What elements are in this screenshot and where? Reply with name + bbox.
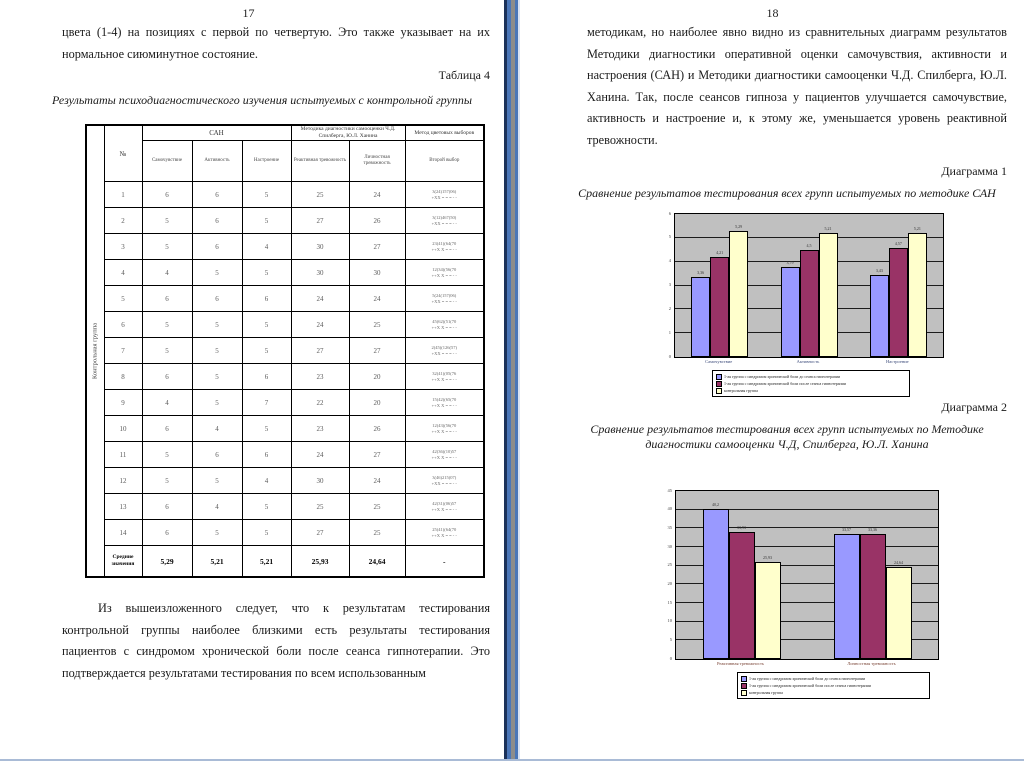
table-cell: 26 [349, 416, 405, 442]
bar-value-label: 3,79 [786, 259, 794, 265]
chart-bar [703, 509, 729, 659]
y-axis-tick-label: 0 [669, 655, 672, 661]
table-cell: 25 [349, 312, 405, 338]
table-cell: 6 [142, 494, 192, 520]
legend-entry-label: 1-ая группа с синдромом хронической боли после сеанса гипнотерапии [749, 683, 871, 688]
mcv-marks: +XX = = = - - [431, 298, 457, 304]
table-cell: 23 [291, 416, 349, 442]
table-cell: 1 [104, 182, 142, 208]
mcv-cell [405, 312, 484, 338]
table-average-row [86, 546, 484, 578]
bar-value-label: 33,57 [842, 526, 851, 532]
y-axis-tick-label: 5 [668, 234, 671, 240]
table-row [86, 390, 484, 416]
table-cell: 5 [242, 312, 291, 338]
paragraph-bottom-left: Из вышеизложенного следует, что к результатам тестирования контрольной группы наиболее близкими есть результаты тестирования пациентов с синдромом хронической боли после сеанса гипнотерапии. Это подтверждается результатами тестирования по всем использованным [62, 601, 490, 680]
table-cell: 5 [142, 234, 192, 260]
legend-color-chip [741, 683, 747, 689]
y-axis-tick-label: 30 [667, 543, 672, 549]
table-cell: 4 [104, 260, 142, 286]
table-cell: 6 [142, 520, 192, 546]
mcv-cell [405, 416, 484, 442]
table-cell: 5 [142, 208, 192, 234]
table-row [86, 286, 484, 312]
y-axis-tick-label: 25 [667, 562, 672, 568]
bar-value-label: 3,36 [697, 269, 705, 275]
table-header-row-1 [86, 125, 484, 141]
table-row [86, 338, 484, 364]
bar-value-label: 5,29 [735, 223, 743, 229]
table-cell: 25 [349, 520, 405, 546]
chart-legend [712, 370, 910, 397]
table-cell: 27 [349, 338, 405, 364]
chart-gridline [675, 237, 943, 238]
table-cell: 27 [291, 208, 349, 234]
y-axis-tick-label: 40 [667, 506, 672, 512]
y-axis-tick-label: 1 [668, 329, 671, 335]
table-cell: 30 [291, 234, 349, 260]
y-axis-tick-label: 15 [667, 599, 672, 605]
san-header-cell: САН [142, 125, 291, 141]
chart-bar [800, 250, 819, 357]
table-cell: 4 [142, 390, 192, 416]
table-row [86, 312, 484, 338]
table-cell: 4 [192, 494, 242, 520]
mcv-cell [405, 208, 484, 234]
mcv-code: 12(43)(56(70 [432, 422, 457, 428]
subheader-cell: Самочувствие [142, 141, 192, 182]
diagram1-caption: Сравнение результатов тестирования всех групп испытуемых по методике САН [578, 186, 996, 200]
table-cell: 4 [142, 260, 192, 286]
y-axis-tick-label: 5 [669, 636, 672, 642]
y-axis-tick-label: 6 [668, 210, 671, 216]
mcv-header-cell: Метод цветовых выборов [405, 125, 484, 141]
chart-plot-area [674, 213, 944, 358]
legend-color-chip [716, 374, 722, 380]
table-cell: 5 [242, 260, 291, 286]
y-axis-tick-label: 3 [668, 282, 671, 287]
legend-entry-label: 1-ая группа с синдромом хронической боли до сеанса гипнотерапии [749, 676, 866, 681]
average-value-cell: 24,64 [349, 546, 405, 578]
table-row [86, 442, 484, 468]
chart-bar [860, 534, 886, 659]
table-cell: 8 [104, 364, 142, 390]
chart-legend [737, 672, 930, 699]
mcv-marks: +XX = = = - - [431, 220, 457, 226]
chart-bar [691, 277, 710, 357]
mcv-marks: ++X X = = - - [431, 272, 457, 278]
page-number-left: 17 [242, 6, 255, 20]
table-row [86, 520, 484, 546]
bar-value-label: 4,21 [716, 249, 724, 255]
table-cell: 6 [242, 442, 291, 468]
table-cell: 6 [192, 182, 242, 208]
table-cell: 5 [192, 260, 242, 286]
mcv-marks: ++X X = = - - [431, 532, 457, 538]
average-value-cell: 5,29 [142, 546, 192, 578]
category-axis-label: Самочувствие [705, 359, 733, 364]
chart-bar [886, 567, 912, 659]
mcv-marks: ++X X = = - - [431, 428, 457, 434]
mcv-marks: ++X X = = - - [431, 454, 457, 460]
table-cell: 24 [349, 182, 405, 208]
table-cell: 24 [349, 468, 405, 494]
table-cell: 5 [242, 520, 291, 546]
table-cell: 30 [349, 260, 405, 286]
legend-entry-label: 1-ая группа с синдромом хронической боли после сеанса гипнотерапии [724, 381, 846, 386]
spilberg-header-cell: Методика диагностики самооценки Ч.Д. Спилберга, Ю.Л. Ханина [291, 125, 405, 141]
table-cell: 27 [291, 338, 349, 364]
chart-bar [755, 562, 781, 659]
y-axis-tick-label: 45 [667, 487, 672, 493]
bar-value-label: 40,2 [712, 501, 719, 507]
y-axis-tick-label: 2 [668, 305, 671, 311]
table-cell: 12 [104, 468, 142, 494]
mcv-code: 25(41)(64(70 [432, 526, 457, 532]
table-row [86, 234, 484, 260]
bar-value-label: 25,93 [763, 555, 772, 561]
page-number-right: 18 [766, 6, 779, 20]
paragraph-top-right: методикам, но наиболее явно видно из сравнительных диаграмм результатов Методики диагностики оперативной оценки самочувствия, активности и настроения (САН) и Методики диагностики самооценки Ч.Д. Спилберга, Ю.Л. Ханина. Так, после сеансов гипноза у пациентов улучшается самочувствие, активность и настроение и, к этому же, уменьшается уровень реактивной тревожности. [587, 25, 1007, 147]
table-cell: 25 [291, 182, 349, 208]
chart-bar [729, 231, 748, 357]
mcv-code: 5(24(157(06) [432, 292, 457, 298]
mcv-cell [405, 442, 484, 468]
category-axis-label: Реактивная тревожность [716, 661, 765, 666]
gutter-stripe-light [518, 0, 520, 761]
table-cell: 24 [291, 442, 349, 468]
mcv-cell [405, 520, 484, 546]
average-value-cell: - [405, 546, 484, 578]
table-cell: 27 [349, 234, 405, 260]
mcv-cell [405, 390, 484, 416]
mcv-marks: ++X X = = - - [431, 506, 457, 512]
table-cell: 24 [291, 286, 349, 312]
mcv-marks: +XX = = = - - [431, 480, 457, 486]
chart-bar [710, 257, 729, 357]
table-row [86, 494, 484, 520]
page-gutter-divider [504, 0, 520, 761]
mcv-code: 3(12)467(50) [432, 214, 457, 220]
table-cell: 24 [349, 286, 405, 312]
table-cell: 25 [349, 494, 405, 520]
mcv-marks: +XX = = = - - [431, 350, 457, 356]
chart-bar [889, 248, 908, 357]
average-label-cell: Средние значения [104, 546, 142, 578]
bar-value-label: 4,5 [806, 242, 812, 248]
table-cell: 5 [192, 468, 242, 494]
table-cell: 5 [104, 286, 142, 312]
chart-bar [834, 534, 860, 659]
table-cell: 4 [242, 234, 291, 260]
table-row [86, 208, 484, 234]
diagram2-number-label: Диаграмма 2 [941, 400, 1007, 414]
mcv-cell [405, 468, 484, 494]
mcv-code: 32(41)(05(76 [432, 370, 457, 376]
legend-entry [741, 675, 926, 682]
y-axis-tick-label: 4 [668, 258, 671, 264]
mcv-code: 2(45)(126(57) [431, 344, 458, 350]
table-cell: 13 [104, 494, 142, 520]
table-cell: 5 [192, 312, 242, 338]
table-cell: 5 [242, 338, 291, 364]
table-cell: 27 [349, 442, 405, 468]
table-cell: 4 [192, 416, 242, 442]
average-value-cell: 25,93 [291, 546, 349, 578]
mcv-cell [405, 364, 484, 390]
table-cell: 6 [142, 364, 192, 390]
table-cell: 5 [242, 416, 291, 442]
table-row [86, 364, 484, 390]
mcv-cell [405, 234, 484, 260]
bar-value-label: 33,93 [737, 525, 746, 531]
chart-san-comparison [657, 207, 957, 399]
chart-bar [870, 275, 889, 357]
table-cell: 6 [142, 416, 192, 442]
category-axis-label: Настроение [886, 359, 909, 364]
chart-spilberg-comparison [655, 480, 960, 705]
table-cell: 5 [242, 494, 291, 520]
mcv-code: 42(36)(10)57 [432, 448, 457, 454]
mcv-marks: +XX = = = - - [431, 194, 457, 200]
mcv-code: 12(34)(56(70 [432, 266, 457, 272]
mcv-cell [405, 182, 484, 208]
legend-entry [716, 387, 906, 394]
mcv-code: 15(42)(65(70 [432, 396, 457, 402]
table-cell: 5 [242, 182, 291, 208]
mcv-cell [405, 286, 484, 312]
table-cell: 4 [242, 468, 291, 494]
num-header-cell: № [104, 125, 142, 182]
bar-value-label: 5,21 [913, 225, 921, 231]
y-axis-tick-label: 20 [667, 580, 672, 586]
table-cell: 6 [242, 286, 291, 312]
table-cell: 6 [192, 208, 242, 234]
table-cell: 5 [192, 520, 242, 546]
table-cell: 25 [291, 494, 349, 520]
category-axis-label: Личностная тревожность [847, 661, 896, 666]
table-cell: 6 [192, 286, 242, 312]
subheader-cell: Настроение [242, 141, 291, 182]
table-cell: 6 [192, 234, 242, 260]
legend-color-chip [716, 381, 722, 387]
chart-bar [781, 267, 800, 357]
table-cell: 5 [192, 364, 242, 390]
group-label-vertical: Контрольная группа [91, 322, 99, 380]
subheader-cell: Второй выбор [405, 141, 484, 182]
table-cell: 20 [349, 364, 405, 390]
table-cell: 14 [104, 520, 142, 546]
mcv-cell [405, 260, 484, 286]
table-cell: 9 [104, 390, 142, 416]
page-17 [0, 0, 497, 760]
results-table [85, 124, 485, 578]
average-value-cell: 5,21 [242, 546, 291, 578]
subheader-cell: Личностная тревожность [349, 141, 405, 182]
table-cell: 6 [104, 312, 142, 338]
table-cell: 26 [349, 208, 405, 234]
table-cell: 7 [104, 338, 142, 364]
table-cell: 5 [192, 390, 242, 416]
legend-color-chip [741, 676, 747, 682]
table-cell: 5 [192, 338, 242, 364]
bar-value-label: 33,36 [868, 527, 877, 533]
table-cell: 5 [142, 338, 192, 364]
bottom-horizontal-rule [0, 759, 1024, 761]
table-cell: 23 [291, 364, 349, 390]
table-number-label: Таблица 4 [438, 68, 490, 82]
table-cell: 30 [291, 260, 349, 286]
mcv-marks: ++X X = = - - [431, 246, 457, 252]
legend-entry [741, 689, 926, 696]
bar-value-label: 4,57 [894, 241, 902, 247]
y-axis-tick-label: 0 [668, 353, 671, 359]
average-value-cell: 5,21 [192, 546, 242, 578]
y-axis-tick-label: 10 [667, 618, 672, 624]
chart-bar [819, 233, 838, 357]
table-row [86, 182, 484, 208]
table-cell: 6 [192, 442, 242, 468]
paragraph-top-left: цвета (1-4) на позициях с первой по четвертую. Это также указывает на их нормальное сиюминутное состояние. [62, 25, 490, 61]
bar-value-label: 5,21 [824, 225, 832, 231]
table-cell: 22 [291, 390, 349, 416]
table-caption: Результаты психодиагностического изучения испытуемых с контрольной группы [52, 93, 472, 107]
table-cell: 5 [142, 468, 192, 494]
table-row [86, 468, 484, 494]
y-axis-tick-label: 35 [667, 524, 672, 530]
mcv-marks: ++X X = = - - [431, 402, 457, 408]
mcv-cell [405, 338, 484, 364]
table-cell: 11 [104, 442, 142, 468]
legend-entry [716, 380, 906, 387]
legend-entry-label: контрольная группа [749, 690, 783, 695]
legend-entry-label: 1-ая группа с синдромом хронической боли до сеанса гипнотерапии [724, 374, 841, 379]
mcv-code: 42(31)(06)57 [432, 500, 457, 506]
mcv-code: 45(62)(51(70 [432, 318, 457, 324]
table-cell: 6 [142, 286, 192, 312]
group-label-cell [86, 125, 104, 577]
table-cell: 24 [291, 312, 349, 338]
table-header-row-2 [86, 141, 484, 182]
table-cell: 27 [291, 520, 349, 546]
mcv-code: 3(46)215(07) [432, 474, 457, 480]
mcv-code: 3(24)157(06) [432, 188, 457, 194]
table-row [86, 416, 484, 442]
table-cell: 6 [142, 182, 192, 208]
legend-entry [716, 373, 906, 380]
category-axis-label: Активность [796, 359, 820, 364]
mcv-marks: ++X X = = - - [431, 324, 457, 330]
bar-value-label: 3,43 [875, 268, 883, 274]
mcv-code: 23(41)(64(70 [432, 240, 457, 246]
chart-plot-area [675, 490, 939, 660]
legend-entry [741, 682, 926, 689]
subheader-cell: Активность [192, 141, 242, 182]
table-cell: 30 [291, 468, 349, 494]
table-cell: 20 [349, 390, 405, 416]
diagram1-number-label: Диаграмма 1 [941, 164, 1007, 178]
page-18 [521, 0, 1024, 760]
table-cell: 10 [104, 416, 142, 442]
legend-color-chip [741, 690, 747, 696]
table-cell: 5 [142, 442, 192, 468]
bar-value-label: 24,64 [894, 560, 903, 566]
diagram2-caption: Сравнение результатов тестирования всех групп испытуемых по Методике диагностики самооценки Ч.Д, Спилберга, Ю.Л. Ханина [590, 422, 984, 451]
chart-bar [908, 233, 927, 357]
table-cell: 5 [242, 208, 291, 234]
table-row [86, 260, 484, 286]
mcv-marks: ++X X = = - - [431, 376, 457, 382]
table-cell: 3 [104, 234, 142, 260]
legend-color-chip [716, 388, 722, 394]
legend-entry-label: контрольная группа [724, 388, 758, 393]
table-cell: 2 [104, 208, 142, 234]
subheader-cell: Реактивная тревожность [291, 141, 349, 182]
table-cell: 7 [242, 390, 291, 416]
mcv-cell [405, 494, 484, 520]
table-cell: 6 [242, 364, 291, 390]
chart-bar [729, 532, 755, 659]
table-cell: 5 [142, 312, 192, 338]
